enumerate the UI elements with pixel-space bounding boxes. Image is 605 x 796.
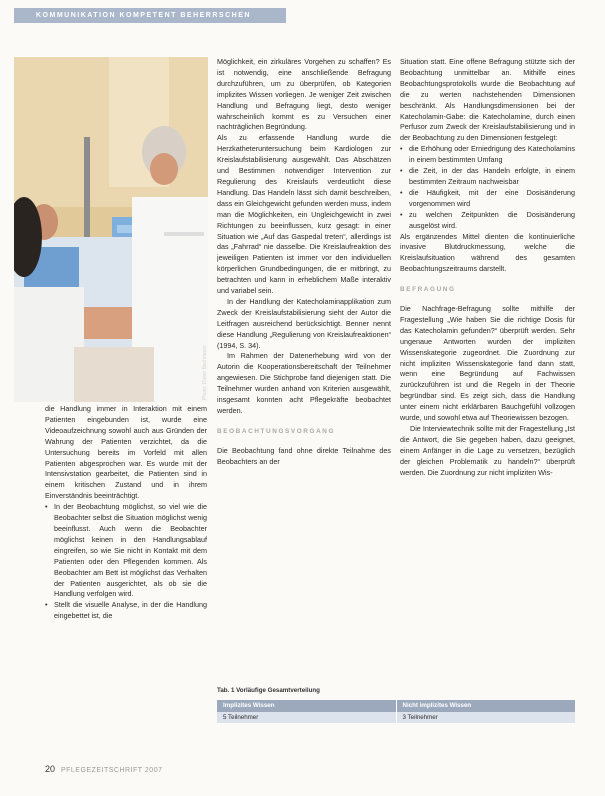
section-heading: BEFRAGUNG: [400, 286, 456, 294]
paragraph: Im Rahmen der Datenerhebung wird von der Autorin die Kooperationsbereitschaft der Teilnehmer angewiesen. Die Stichprobe fand diejenigen statt. Die Teilnehmer wurden anhand von Kriterien ausgewählt, insgesamt konnten acht Pflegekräfte beobachtet werden.: [217, 351, 391, 415]
text-column-3: [400, 57, 575, 687]
publication-name: PFLEGEZEITSCHRIFT 2007: [60, 767, 163, 774]
table-header-cell: Implizites Wissen: [217, 700, 397, 712]
list-item: • die Häufigkeit, mit der eine Dosisänderung vorgenommen wird: [400, 188, 575, 210]
paragraph: Als ergänzendes Mittel dienten die kontinuierliche invasive Blutdruckmessung, welche die Kreislaufsituation während des gesamten Beobachtungszeitraums darstellt.: [400, 231, 575, 274]
list-item: • In der Beobachtung möglichst, so viel wie die Beobachter selbst die Situation möglichst wenig beeinflusst. Auch wenn die Beobachter möglichst keinen in den Handlungsablauf eingreifen, so wie Sie nicht in Kontakt mit dem Patienten oder den Pflegenden kommen. Als Beobachter am Bett ist möglichst das Verhalten der Patienten ausgerichtet, als ob sie die Handlung verfolgen wird.: [45, 502, 207, 600]
list-item: • die Zeit, in der das Handeln erfolgte, in einem bestimmten Zeitraum nachweisbar: [400, 166, 575, 188]
paragraph: Möglichkeit, ein zirkuläres Vorgehen zu schaffen? Es ist notwendig, eine anschließende Befragung durchzuführen, um zu überprüfen, ob Kategorien implizites Wissen vorliegen. Je weniger Zeit zwischen Handlung und Befragung liegt, desto weniger wahrscheinlich kommt es zu Versuchen einer nachträglichen Begründung.: [217, 57, 391, 132]
paragraph: Die Beobachtung fand ohne direkte Teilnahme des Beobachters an der: [217, 445, 391, 466]
paragraph: Als zu erfassende Handlung wurde die Herzkatheteruntersuchung beim Kardiologen zur Kreislaufstabilisierung ausgewählt. Das Abschätzen und Bestimmen notwendiger Intervention zur Regulierung des Kreislaufs verdeutlicht diese Handlung. Das Handeln lässt sich damit beschreiben, dass ein Gleichgewicht gefunden werden muss, indem man die Möglichkeiten, ein Ungleichgewicht in zwei Richtungen zu beeinflussen, kurz gesagt: in einer Situation wie „Auf das Gaspedal treten“, allerdings ist das „Fahrrad“ nie dasselbe. Die Kreislaufreaktion des jeweiligen Patienten ist immer vor den individuellen körperlichen Grundbedingungen, die er mitbringt, zu betrachten und kann in erheblichem Maße interaktiv und variabel sein.: [217, 133, 391, 296]
paragraph: Situation statt. Eine offene Befragung stützte sich der Beobachtung unmittelbar an. Mithilfe eines Beobachtungsprotokolls wurde die Beobachtung auf die zu werten nachstehenden Dimensionen beschränkt. Als Handlungsdimensionen bei der Katecholamin-Gabe: die Katecholamine, durch einen Perfusor zum Zweck der Kreislaufstabilisierung und in der Beobachtung zu den Dimensionen festgelegt:: [400, 57, 575, 143]
text-column-2: [217, 57, 391, 687]
paragraph: Die Interviewtechnik sollte mit der Fragestellung „Ist die Antwort, die Sie gegeben haben, dazu geeignet, einem Anfänger in die Lage zu versetzen, bezüglich der gleichen Problematik zu handeln?“ überprüft werden. Die Zuordnung zur nicht impliziten Wis-: [400, 424, 575, 477]
table-header-cell: Nicht implizites Wissen: [402, 702, 472, 709]
paragraph: Die Nachfrage-Befragung sollte mithilfe der Fragestellung „Wie haben Sie die richtige Dosis für das Katecholamin gefunden?“ überprüft werden. Sehr ungenaue Antworten wurden der impliziten Wissenskategorie zugeordnet. Die Zuordnung zur nicht impliziten Wissenskategorie fand dann statt, wenn eine Begründung auf Fachwissen zurückzuführen ist und die Regeln in der Theorie begründbar sind. Es zeigt sich, dass die Handlung unter einem nicht erklärbaren Bauchgefühl vollzogen wurde, und sowohl etwa auf Theoriewissen bezogen.: [400, 304, 575, 423]
section-header-bar: [14, 8, 286, 23]
article-photo: [14, 57, 208, 402]
table-header-row: [217, 700, 575, 712]
list-item: • Stellt die visuelle Analyse, in der die Handlung eingebettet ist, die: [45, 600, 207, 622]
results-table: [217, 687, 575, 723]
photo-credit: Photo: Dieter Bachmann: [202, 345, 208, 400]
bullet-list: [45, 502, 207, 622]
paragraph: die Handlung immer in Interaktion mit einem Patienten eingebunden ist, wurde eine Videoaufzeichnung sowohl auch aus Gründen der Wahrung der Patienten verzichtet, da die Untersuchung bereits im Vorfeld mit allen Patienten abgesprochen war. Es wurde mit der Intensivstation gearbeitet, die Patienten sind in einem kritischen Zustand und in ihrem Einverständnis beeinträchtigt.: [45, 404, 207, 501]
table-caption: Tab. 1 Vorläufige Gesamtverteilung: [217, 687, 320, 694]
page-footer: [45, 764, 162, 774]
section-heading: BEOBACHTUNGSVORGANG: [217, 427, 336, 435]
list-item: • zu welchen Zeitpunkten die Dosisänderung ausgelöst wird.: [400, 210, 575, 232]
page-number: 20: [45, 764, 56, 774]
table-row: [217, 712, 575, 723]
table-cell: 3 Teilnehmer: [402, 714, 438, 721]
table-cell: 5 Teilnehmer: [217, 712, 397, 723]
section-title: KOMMUNIKATION KOMPETENT BEHERRSCHEN: [36, 12, 251, 19]
text-column-1: [45, 404, 207, 764]
list-item: • die Erhöhung oder Erniedrigung des Katecholamins in einem bestimmten Umfang: [400, 144, 575, 166]
paragraph: In der Handlung der Katecholaminapplikation zum Zweck der Kreislaufstabilisierung sieht der Autor die Leitfragen ausreichend berücksichtigt. Benner nennt diese Handlung „Regulierung von Kreislaufreaktionen“ (1994, S. 34).: [217, 296, 391, 350]
bullet-list: [400, 144, 575, 231]
